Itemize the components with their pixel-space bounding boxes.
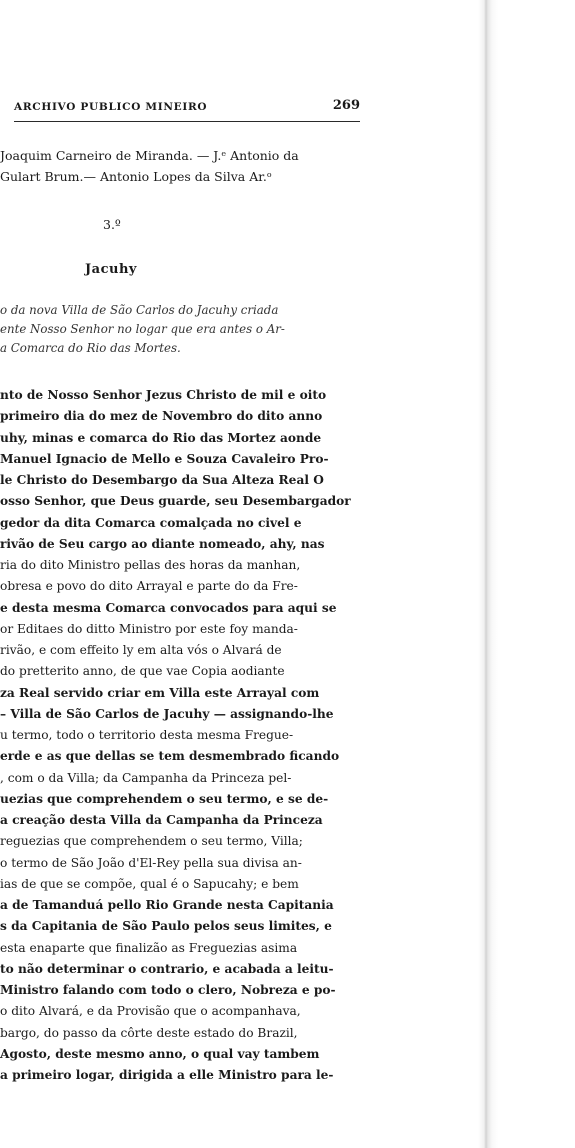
body-line: a primeiro logar, dirigida a elle Ministro para le- xyxy=(0,1068,334,1082)
intro-line: Gulart Brum.— Antonio Lopes da Silva Ar.ᵒ xyxy=(0,169,272,184)
book-gutter-shadow xyxy=(478,0,575,1148)
body-line: , com o da Villa; da Campanha da Princeza pel- xyxy=(0,770,292,785)
subtitle-line: ente Nosso Senhor no logar que era antes o Ar- xyxy=(0,322,285,336)
body-line: u termo, todo o territorio desta mesma Fregue- xyxy=(0,728,294,742)
journal-title: ARCHIVO PUBLICO MINEIRO xyxy=(14,101,208,113)
section-heading: Jacuhy xyxy=(85,262,137,277)
body-line: to não determinar o contrario, e acabada a leitu- xyxy=(0,961,334,976)
body-line: erde e as que dellas se tem desmembrado ficando xyxy=(0,749,340,764)
page-number: 269 xyxy=(332,98,360,113)
body-line: or Editaes do ditto Ministro por este foy manda- xyxy=(0,621,298,636)
section-number: 3.º xyxy=(103,217,121,232)
body-line: rivão de Seu cargo ao diante nomeado, ahy, nas xyxy=(0,536,325,551)
body-line: le Christo do Desembargo da Sua Alteza Real O xyxy=(0,473,324,487)
body-line: gedor da dita Comarca comalçada no civel e xyxy=(0,515,302,530)
body-line: bargo, do passo da côrte deste estado do Brazil, xyxy=(0,1025,298,1040)
body-line: – Villa de São Carlos de Jacuhy — assignando-lhe xyxy=(0,706,334,721)
body-line: osso Senhor, que Deus guarde, seu Desembargador xyxy=(0,494,351,509)
running-header xyxy=(14,98,360,117)
body-line: nto de Nosso Senhor Jezus Christo de mil e oito xyxy=(0,388,327,402)
subtitle-line: a Comarca do Rio das Mortes. xyxy=(0,341,181,355)
body-line: e desta mesma Comarca convocados para aqui se xyxy=(0,600,337,615)
body-line: Manuel Ignacio de Mello e Souza Cavaleiro Pro- xyxy=(0,451,329,466)
body-line: ria do dito Ministro pellas des horas da manhan, xyxy=(0,558,301,572)
body-line: za Real servido criar em Villa este Arrayal com xyxy=(0,685,320,700)
body-line: o dito Alvará, e da Provisão que o acompanhava, xyxy=(0,1004,301,1019)
body-line: Ministro falando com todo o clero, Nobreza e po- xyxy=(0,983,336,997)
intro-line: Joaquim Carneiro de Miranda. — J.ᵉ Antonio da xyxy=(0,148,299,163)
body-line: a creação desta Villa da Campanha da Princeza xyxy=(0,813,323,827)
body-line: do pretterito anno, de que vae Copia aodiante xyxy=(0,664,285,679)
body-line: esta enaparte que finalizão as Freguezias asima xyxy=(0,940,298,955)
body-line: uhy, minas e comarca do Rio das Mortez aonde xyxy=(0,430,322,445)
body-line: reguezias que comprehendem o seu termo, Villa; xyxy=(0,834,303,849)
body-line: a de Tamanduá pello Rio Grande nesta Capitania xyxy=(0,898,334,912)
subtitle-line: o da nova Villa de São Carlos do Jacuhy criada xyxy=(0,303,279,317)
body-line: o termo de São João d'El-Rey pella sua divisa an- xyxy=(0,855,302,870)
body-line: obresa e povo do dito Arrayal e parte do da Fre- xyxy=(0,579,298,594)
body-line: rivão, e com effeito ly em alta vós o Alvará de xyxy=(0,643,282,657)
body-line: s da Capitania de São Paulo pelos seus limites, e xyxy=(0,919,332,934)
body-line: Agosto, deste mesmo anno, o qual vay tambem xyxy=(0,1046,320,1061)
body-line: primeiro dia do mez de Novembro do dito anno xyxy=(0,409,323,424)
body-line: ias de que se compõe, qual é o Sapucahy; e bem xyxy=(0,876,299,891)
body-line: uezias que comprehendem o seu termo, e se de- xyxy=(0,791,329,806)
header-rule xyxy=(14,121,360,122)
